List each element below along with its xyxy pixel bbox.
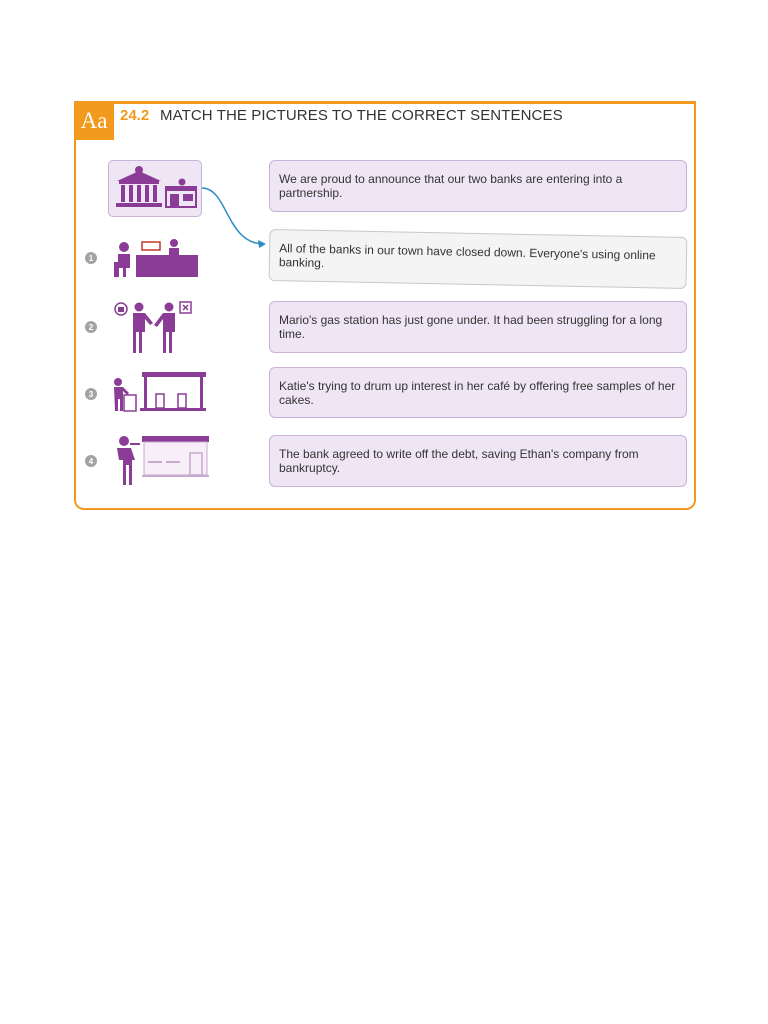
example-arrow <box>200 186 272 256</box>
vocabulary-badge: Aa <box>74 101 114 140</box>
exercise-number: 24.2 <box>120 107 150 124</box>
picture-number-2: 2 <box>85 321 97 333</box>
picture-number-1: 1 <box>85 252 97 264</box>
sentence-d[interactable]: The bank agreed to write off the debt, saving Ethan's company from bankruptcy. <box>269 435 687 487</box>
picture-3[interactable] <box>112 370 208 412</box>
sentence-example[interactable]: We are proud to announce that our two banks are entering into a partnership. <box>269 160 687 212</box>
example-picture[interactable] <box>108 160 202 217</box>
bankers-handshake-icon <box>113 299 199 354</box>
banks-merging-icon <box>109 161 201 216</box>
picture-number-4: 4 <box>85 455 97 467</box>
gas-station-icon <box>112 370 208 412</box>
picture-2[interactable] <box>113 299 199 354</box>
sentence-b[interactable]: Mario's gas station has just gone under. It had been struggling for a long time. <box>269 301 687 353</box>
sentence-a[interactable]: All of the banks in our town have closed down. Everyone's using online banking. <box>269 229 688 289</box>
bank-teller-icon <box>112 238 200 278</box>
picture-1[interactable] <box>112 238 200 278</box>
exercise-title: MATCH THE PICTURES TO THE CORRECT SENTENCES <box>160 107 563 124</box>
picture-4[interactable] <box>112 433 210 487</box>
picture-number-3: 3 <box>85 388 97 400</box>
cafe-icon <box>112 433 210 487</box>
sentence-c[interactable]: Katie's trying to drum up interest in her café by offering free samples of her cakes. <box>269 367 687 418</box>
